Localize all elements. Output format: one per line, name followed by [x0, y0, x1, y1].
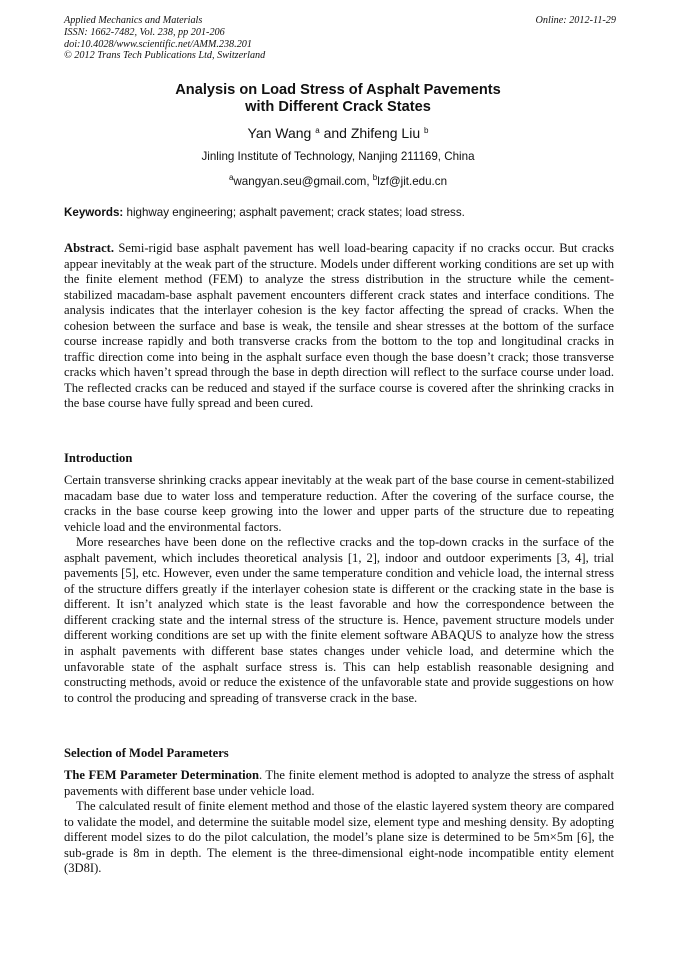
email-b: lzf@jit.edu.cn	[377, 175, 448, 188]
fem-subheading: The FEM Parameter Determination	[64, 768, 259, 782]
author-2: Zhifeng Liu	[350, 125, 421, 141]
journal-header	[64, 15, 616, 62]
online-date: Online: 2012-11-29	[535, 15, 616, 26]
fem-paragraph-2: The calculated result of finite element method and those of the elastic layered system theory are compared to validate the model, and determine the suitable model size, element type and meshing density. By adopting different model sizes to do the pilot calculation, the model’s plane size is determined to be 5m×5m [6], the sub-grade is 8m in depth. The element is the three-dimensional eight-node incompatible entity element (3D8I).	[64, 799, 614, 876]
journal-name: Applied Mechanics and Materials	[64, 15, 203, 26]
author-2-mark: b	[424, 126, 429, 135]
keywords-text: highway engineering; asphalt pavement; crack states; load stress.	[123, 206, 465, 219]
journal-copyright: © 2012 Trans Tech Publications Ltd, Switzerland	[64, 50, 266, 62]
author-list	[64, 122, 612, 142]
introduction-heading: Introduction	[64, 451, 133, 465]
keywords-label: Keywords:	[64, 206, 124, 219]
selection-heading: Selection of Model Parameters	[64, 746, 229, 760]
email-a-mark: a	[228, 173, 234, 182]
author-1: Yan Wang	[247, 125, 312, 141]
title-line-2: with Different Crack States	[245, 99, 431, 115]
journal-issn: ISSN: 1662-7482, Vol. 238, pp 201-206	[64, 26, 225, 38]
author-emails	[64, 170, 612, 189]
journal-doi: doi:10.4028/www.scientific.net/AMM.238.201	[64, 38, 252, 50]
author-1-mark: a	[315, 126, 320, 135]
introduction-body	[64, 473, 614, 706]
fem-paragraph-1: . The finite element method is adopted to analyze the stress of asphalt pavements with different base under vehicle load.	[64, 768, 614, 798]
email-a: wangyan.seu@gmail.com,	[233, 175, 373, 188]
email-b-mark: b	[372, 173, 378, 182]
intro-paragraph-1: Certain transverse shrinking cracks appear inevitably at the weak part of the base course in cement-stabilized macadam base due to water loss and temperature reduction. After the covering of the surface course, the cracks in the base course keep growing into the lower and upper parts of the structure due to repeating vehicle load and the environmental factors.	[64, 473, 614, 534]
paper-title	[64, 82, 612, 116]
abstract	[64, 241, 614, 412]
abstract-text: Semi-rigid base asphalt pavement has well load-bearing capacity if no cracks occur. But cracks appear inevitably at the weak part of the structure. Models under different working conditions are set up with the finite element method (FEM) to analyze the stress distribution in the structure while the cement-stabilized macadam-base asphalt pavement encounters different crack states and interface conditions. The analysis indicates that the interlayer cohesion is the key factor affecting the spread of cracks. When the cohesion between the surface and base is weak, the tensile and shear stresses at the bottom of the surface course increase rapidly and both transverse cracks from the bottom to the top and longitudinal cracks in traffic direction come into being in the asphalt surface even though the base doesn’t crack; those transverse cracks which haven’t spread through the base in depth direction will reflect to the surface course under load. The reflected cracks can be reduced and stayed if the surface course is covered after the shrinking cracks in the base course have fully spread and been cured.	[64, 241, 614, 411]
selection-body	[64, 768, 614, 877]
title-line-1: Analysis on Load Stress of Asphalt Pavements	[175, 82, 501, 98]
keywords	[64, 205, 614, 220]
intro-paragraph-2: More researches have been done on the reflective cracks and the top-down cracks in the surface of the asphalt pavement, which includes theoretical analysis [1, 2], indoor and outdoor experiments [3, 4], trial pavements [5], etc. However, even under the same temperature condition and vehicle load, the internal stress of the structure differs greatly if the interlayer cohesion state is different or the cracking state in the base is different. It isn’t analyzed which state is the least favorable and how the correspondence between the different cracking state and the internal stress of the structure is. Hence, pavement structure models under different working conditions are set up with the finite element software ABAQUS to analyze how the stress in asphalt pavements with different base states changes under vehicle load, and determine which the unfavorable state of the asphalt surface stress is. This can help establish reasonable designing and constructing methods, avoid or reduce the existence of the unfavorable state and provide suggestions on how to control the producing and spreading of transverse crack in the base.	[64, 535, 614, 705]
affiliation: Jinling Institute of Technology, Nanjing 211169, China	[201, 150, 475, 163]
author-joiner: and	[319, 125, 351, 141]
abstract-label: Abstract.	[64, 241, 115, 255]
